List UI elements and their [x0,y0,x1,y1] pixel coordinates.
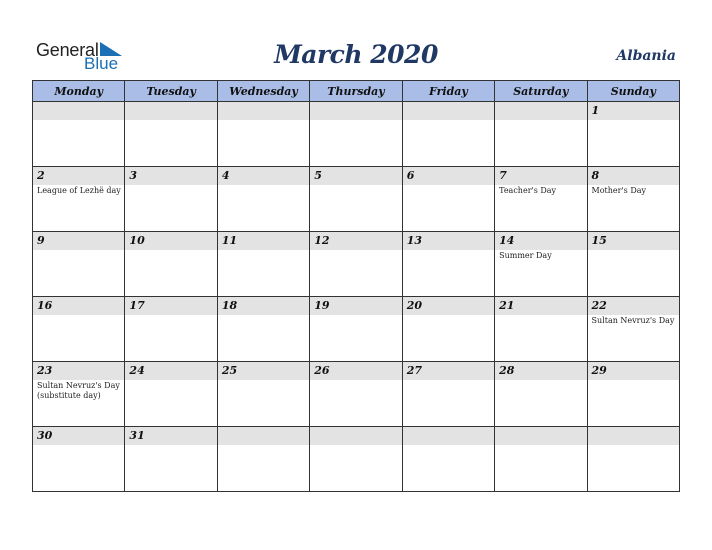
day-number [310,102,401,120]
day-number: 10 [125,232,216,250]
week-row [33,167,680,232]
day-number: 24 [125,362,216,380]
week-row [33,427,680,492]
day-number [588,427,679,445]
day-cell [125,167,217,232]
day-cell [495,362,587,427]
day-cell [217,427,309,492]
day-cell [587,102,679,167]
week-row [33,232,680,297]
day-number: 20 [403,297,494,315]
day-cell [310,232,402,297]
day-cell [33,427,125,492]
day-number: 11 [218,232,309,250]
day-cell [310,297,402,362]
week-row [33,102,680,167]
day-number: 25 [218,362,309,380]
day-number: 15 [588,232,679,250]
day-number: 29 [588,362,679,380]
day-number: 13 [403,232,494,250]
day-number: 3 [125,167,216,185]
day-number: 8 [588,167,679,185]
day-number: 6 [403,167,494,185]
day-number: 28 [495,362,586,380]
weekday-header-row [33,81,680,102]
day-number: 17 [125,297,216,315]
day-cell [402,167,494,232]
day-cell [33,167,125,232]
weekday-header: Saturday [495,81,587,102]
day-cell [587,362,679,427]
weekday-header: Thursday [310,81,402,102]
logo-text-blue: Blue [84,54,119,73]
day-number: 23 [33,362,124,380]
page-title: March 2020 [274,40,438,69]
holiday-label: Sultan Nevruz's Day [591,316,675,325]
day-cell [310,362,402,427]
holiday-label: Mother's Day [591,186,647,195]
weekday-header: Friday [402,81,494,102]
logo-text-general: General [36,40,99,60]
day-number [218,427,309,445]
day-number: 7 [495,167,586,185]
calendar-grid [32,80,680,492]
day-cell [217,362,309,427]
day-cell [402,232,494,297]
day-number [218,102,309,120]
day-cell [310,167,402,232]
day-cell [125,297,217,362]
day-cell [217,102,309,167]
weekday-header: Monday [33,81,125,102]
holiday-label: Teacher's Day [499,186,557,195]
day-cell [402,102,494,167]
day-cell [33,232,125,297]
day-cell [217,297,309,362]
holiday-label: Summer Day [499,251,552,260]
day-cell [495,167,587,232]
day-number: 9 [33,232,124,250]
week-row [33,362,680,427]
day-cell [33,362,125,427]
day-number: 31 [125,427,216,445]
day-cell [587,297,679,362]
day-cell [33,102,125,167]
holiday-label: League of Lezhë day [37,186,121,195]
day-cell [495,102,587,167]
day-cell [125,427,217,492]
day-number: 12 [310,232,401,250]
day-number: 19 [310,297,401,315]
day-cell [587,167,679,232]
day-number: 14 [495,232,586,250]
day-number [403,427,494,445]
day-cell [587,427,679,492]
day-number: 18 [218,297,309,315]
day-number [495,427,586,445]
day-number [33,102,124,120]
weekday-header: Sunday [587,81,679,102]
day-number: 2 [33,167,124,185]
day-number: 5 [310,167,401,185]
day-number: 26 [310,362,401,380]
day-cell [495,427,587,492]
day-cell [495,232,587,297]
day-cell [402,297,494,362]
day-cell [125,362,217,427]
week-row [33,297,680,362]
day-cell [402,427,494,492]
day-cell [33,297,125,362]
day-cell [125,232,217,297]
day-number: 30 [33,427,124,445]
day-cell [217,167,309,232]
weekday-header: Tuesday [125,81,217,102]
day-number: 22 [588,297,679,315]
calendar-body [33,102,680,492]
day-cell [495,297,587,362]
day-cell [587,232,679,297]
day-number: 1 [588,102,679,120]
day-number: 27 [403,362,494,380]
day-number [125,102,216,120]
day-cell [402,362,494,427]
country-label: Albania [616,48,676,64]
day-number: 21 [495,297,586,315]
day-number [495,102,586,120]
day-cell [310,102,402,167]
day-number [310,427,401,445]
holiday-label: Sultan Nevruz's Day (substitute day) [37,381,120,400]
day-number: 16 [33,297,124,315]
day-number [403,102,494,120]
day-number: 4 [218,167,309,185]
day-cell [310,427,402,492]
day-cell [217,232,309,297]
day-cell [125,102,217,167]
weekday-header: Wednesday [217,81,309,102]
